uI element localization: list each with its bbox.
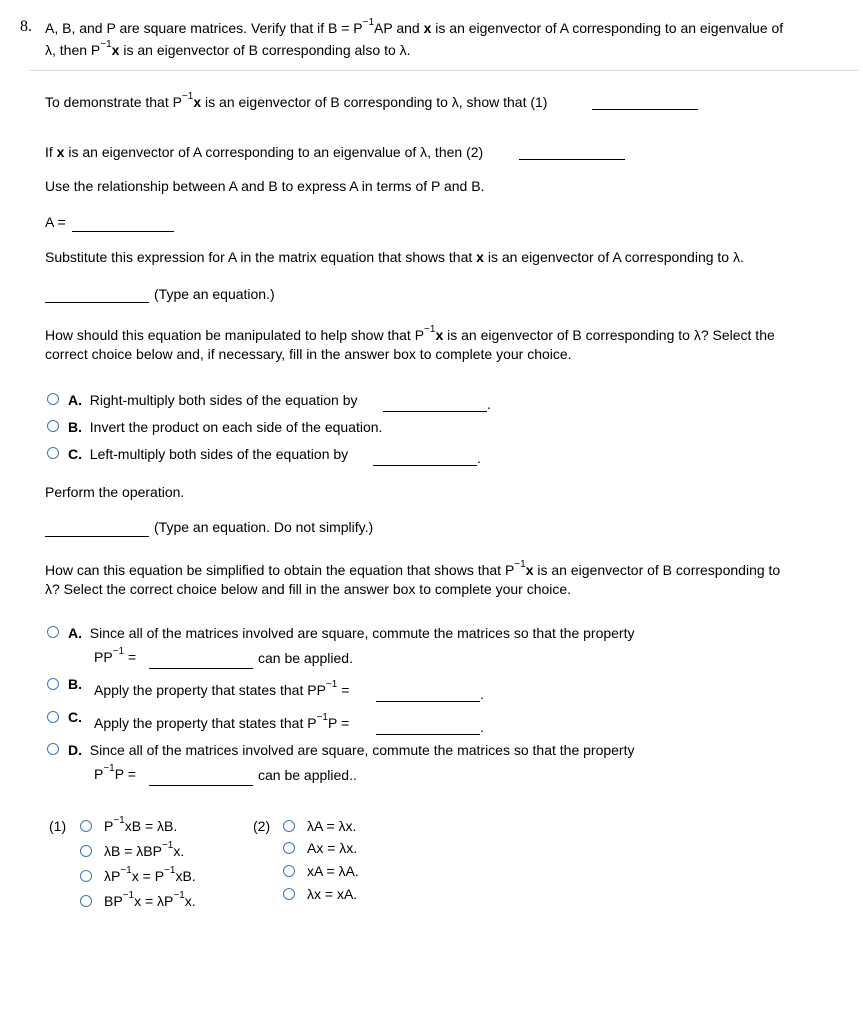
dropdown2-option-radio[interactable]	[283, 888, 295, 900]
dropdown2-option[interactable]: λx = xA.	[307, 886, 358, 902]
step5-text-line2: correct choice below and, if necessary, fill in the answer box to complete your choice.	[45, 346, 572, 362]
substitute-equation-input[interactable]	[45, 287, 149, 303]
choice2-a-property: $PP^{-1}$ =	[94, 646, 137, 665]
perform-equation-input[interactable]	[45, 521, 149, 537]
dropdown1-option-radio[interactable]	[80, 820, 92, 832]
step2-text: If x is an eigenvector of A corresponding to an eigenvalue of λ, then (2)	[45, 144, 484, 160]
a-equals-label: A =	[45, 214, 66, 230]
choice2-b-radio[interactable]	[47, 678, 59, 690]
dropdown1-label: (1)	[49, 818, 67, 834]
choice2-b-letter: B.	[68, 676, 82, 692]
divider	[30, 70, 858, 71]
dropdown2-option-radio[interactable]	[283, 820, 295, 832]
dropdown2-answer-blank[interactable]	[519, 144, 625, 160]
choice2-d-property: $P^{-1}P$ =	[94, 763, 136, 782]
choice2-a-tail: can be applied.	[258, 650, 353, 666]
choice2-b-input[interactable]: .	[376, 686, 484, 702]
step4-text: Substitute this expression for A in the matrix equation that shows that x is an eigenvector of A corresponding to λ.	[45, 249, 744, 265]
choice2-d-input[interactable]	[149, 770, 253, 786]
question-text-line1: A, B, and P are square matrices. Verify that if $B = P^{-1}AP$ and x is an eigenvector of A corresponding to an eigenvalue of	[45, 17, 784, 36]
dropdown2-option-radio[interactable]	[283, 842, 295, 854]
choice2-d-label: D. Since all of the matrices involved are square, commute the matrices so that the property	[68, 742, 635, 758]
choice1-c-label: C. Left-multiply both sides of the equation by	[68, 446, 349, 462]
dropdown1-option-radio[interactable]	[80, 845, 92, 857]
dropdown2-label: (2)	[253, 818, 271, 834]
a-equals-input[interactable]	[72, 216, 174, 232]
choice2-c-radio[interactable]	[47, 711, 59, 723]
type-equation-no-simplify-hint: (Type an equation. Do not simplify.)	[154, 519, 374, 535]
choice2-c-label: Apply the property that states that $P^{-1}P$ =	[94, 712, 350, 731]
dropdown2-option[interactable]: Ax = λx.	[307, 840, 358, 856]
dropdown1-option[interactable]: λB = λBP$^{-1}$x.	[104, 840, 185, 859]
choice2-b-label: Apply the property that states that $PP^{-1}$ =	[94, 679, 350, 698]
choice1-a-radio[interactable]	[47, 393, 59, 405]
dropdown1-answer-blank[interactable]	[592, 94, 698, 110]
choice1-c-input[interactable]: .	[373, 450, 481, 466]
choice1-c-radio[interactable]	[47, 447, 59, 459]
choice2-d-tail: can be applied..	[258, 767, 357, 783]
step5-text-line1: How should this equation be manipulated to help show that $P^{-1}x$ is an eigenvector of B corresponding to λ? Select the	[45, 324, 775, 343]
choice2-d-radio[interactable]	[47, 743, 59, 755]
dropdown2-option-radio[interactable]	[283, 865, 295, 877]
question-number: 8.	[20, 18, 32, 35]
step6-text-line1: How can this equation be simplified to obtain the equation that shows that $P^{-1}x$ is an eigenvector of B corresponding to	[45, 559, 781, 578]
choice2-c-letter: C.	[68, 709, 82, 725]
step1-text: To demonstrate that $P^{-1}x$ is an eigenvector of B corresponding to λ, show that (1)	[45, 91, 548, 110]
choice2-a-input[interactable]	[149, 653, 253, 669]
choice2-a-radio[interactable]	[47, 626, 59, 638]
choice1-b-label: B. Invert the product on each side of the equation.	[68, 419, 383, 435]
dropdown1-option-radio[interactable]	[80, 870, 92, 882]
dropdown1-option[interactable]: $P^{-1}xB = \lambda B$.	[104, 815, 178, 834]
step6-text-line2: λ? Select the correct choice below and fill in the answer box to complete your choice.	[45, 581, 572, 597]
dropdown1-option-radio[interactable]	[80, 895, 92, 907]
type-equation-hint: (Type an equation.)	[154, 286, 275, 302]
dropdown1-option[interactable]: $BP^{-1}x = \lambda P^{-1}x$.	[104, 890, 196, 909]
perform-text: Perform the operation.	[45, 484, 185, 500]
question-text-line2: λ, then $P^{-1}x$ is an eigenvector of B corresponding also to λ.	[45, 39, 411, 58]
choice1-b-radio[interactable]	[47, 420, 59, 432]
step3-text: Use the relationship between A and B to express A in terms of P and B.	[45, 178, 485, 194]
choice1-a-input[interactable]: .	[383, 396, 491, 412]
choice2-a-label: A. Since all of the matrices involved are square, commute the matrices so that the property	[68, 625, 635, 641]
choice1-a-label: A. Right-multiply both sides of the equation by	[68, 392, 358, 408]
dropdown2-option[interactable]: λA = λx.	[307, 818, 357, 834]
choice2-c-input[interactable]: .	[376, 719, 484, 735]
dropdown1-option[interactable]: $\lambda P^{-1}x = P^{-1}xB$.	[104, 865, 196, 884]
dropdown2-option[interactable]: xA = λA.	[307, 863, 359, 879]
